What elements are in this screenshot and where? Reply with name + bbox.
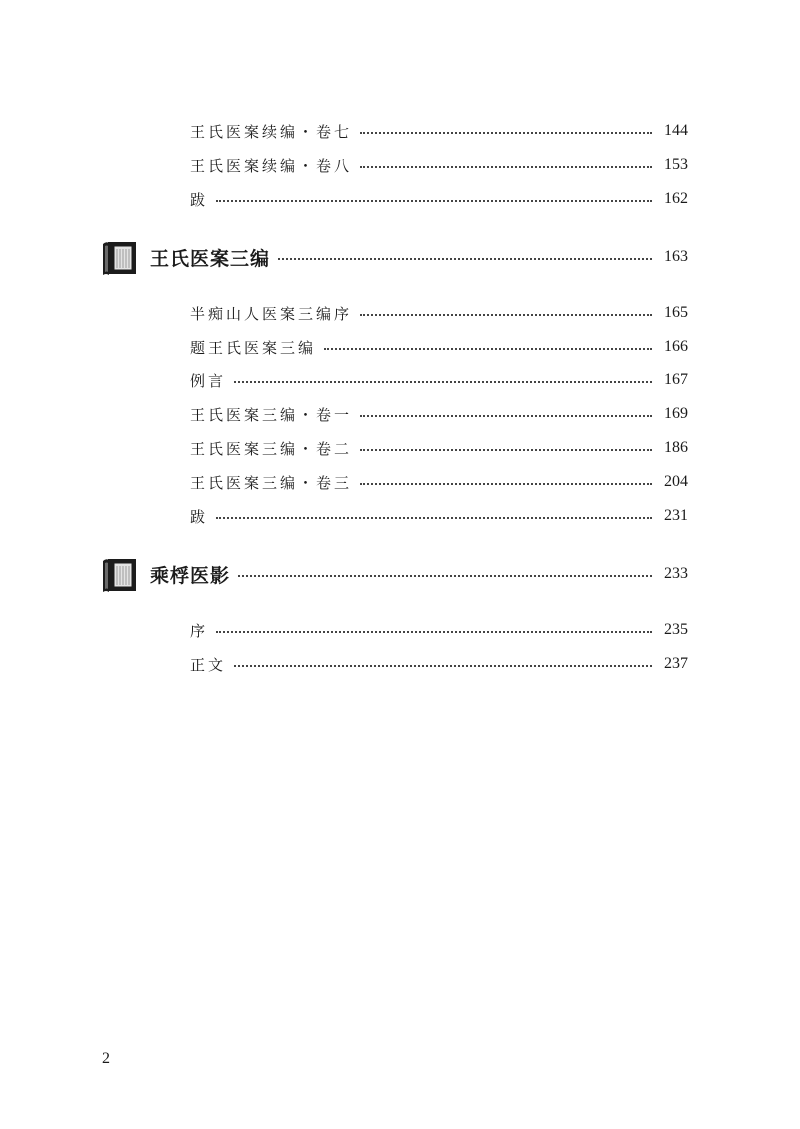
- book-icon: [100, 237, 140, 277]
- toc-entry[interactable]: [190, 469, 688, 495]
- toc-entry-title: 跋: [190, 190, 209, 209]
- toc-entry-title: 王氏医案三编・卷一: [190, 405, 353, 424]
- toc-entry[interactable]: [190, 617, 688, 643]
- toc-section-title: 王氏医案三编: [150, 247, 271, 270]
- toc-section-heading[interactable]: [100, 554, 688, 594]
- toc-entry-title: 题王氏医案三编: [190, 338, 317, 357]
- toc-entry-title: 正文: [190, 655, 227, 674]
- toc-entry-page: 169: [664, 405, 688, 422]
- toc-entry-title: 王氏医案三编・卷二: [190, 439, 353, 458]
- toc-entry[interactable]: [190, 503, 688, 529]
- toc-entry-title: 半痴山人医案三编序: [190, 304, 353, 323]
- leader-dots: [360, 483, 652, 485]
- leader-dots: [360, 449, 652, 451]
- toc-entry-page: 186: [664, 439, 688, 456]
- leader-dots: [234, 665, 652, 667]
- toc-entry[interactable]: [190, 300, 688, 326]
- toc-entry-page: 235: [664, 621, 688, 638]
- leader-dots: [238, 575, 652, 577]
- toc-entry[interactable]: [190, 651, 688, 677]
- leader-dots: [216, 517, 652, 519]
- toc-entry-title: 王氏医案续编・卷七: [190, 122, 353, 141]
- leader-dots: [216, 631, 652, 633]
- toc-entry-title: 跋: [190, 507, 209, 526]
- toc-entry-page: 167: [664, 371, 688, 388]
- toc-entry-title: 例言: [190, 371, 227, 390]
- toc-entry-title: 王氏医案三编・卷三: [190, 473, 353, 492]
- toc-entry[interactable]: [190, 118, 688, 144]
- toc-entry[interactable]: [190, 435, 688, 461]
- toc-section-title: 乘桴医影: [150, 564, 231, 587]
- toc-section-heading[interactable]: [100, 237, 688, 277]
- page-number: 2: [102, 1050, 110, 1067]
- leader-dots: [360, 314, 652, 316]
- toc-entry-page: 231: [664, 507, 688, 524]
- leader-dots: [278, 258, 652, 260]
- toc-entry-page: 237: [664, 655, 688, 672]
- toc-section-page: 163: [664, 248, 688, 265]
- leader-dots: [234, 381, 652, 383]
- toc-entry-page: 144: [664, 122, 688, 139]
- toc-entry-page: 166: [664, 338, 688, 355]
- toc-entry[interactable]: [190, 401, 688, 427]
- leader-dots: [216, 200, 652, 202]
- leader-dots: [324, 348, 652, 350]
- toc-entry-title: 王氏医案续编・卷八: [190, 156, 353, 175]
- toc-entry-page: 162: [664, 190, 688, 207]
- toc-entry-page: 204: [664, 473, 688, 490]
- toc-entry-page: 165: [664, 304, 688, 321]
- toc-entry[interactable]: [190, 152, 688, 178]
- toc-section-page: 233: [664, 565, 688, 582]
- book-icon: [100, 554, 140, 594]
- toc-entry[interactable]: [190, 334, 688, 360]
- toc-entry-page: 153: [664, 156, 688, 173]
- toc-entry[interactable]: [190, 367, 688, 393]
- leader-dots: [360, 166, 652, 168]
- toc-entry[interactable]: [190, 186, 688, 212]
- leader-dots: [360, 415, 652, 417]
- leader-dots: [360, 132, 652, 134]
- toc-entry-title: 序: [190, 621, 209, 640]
